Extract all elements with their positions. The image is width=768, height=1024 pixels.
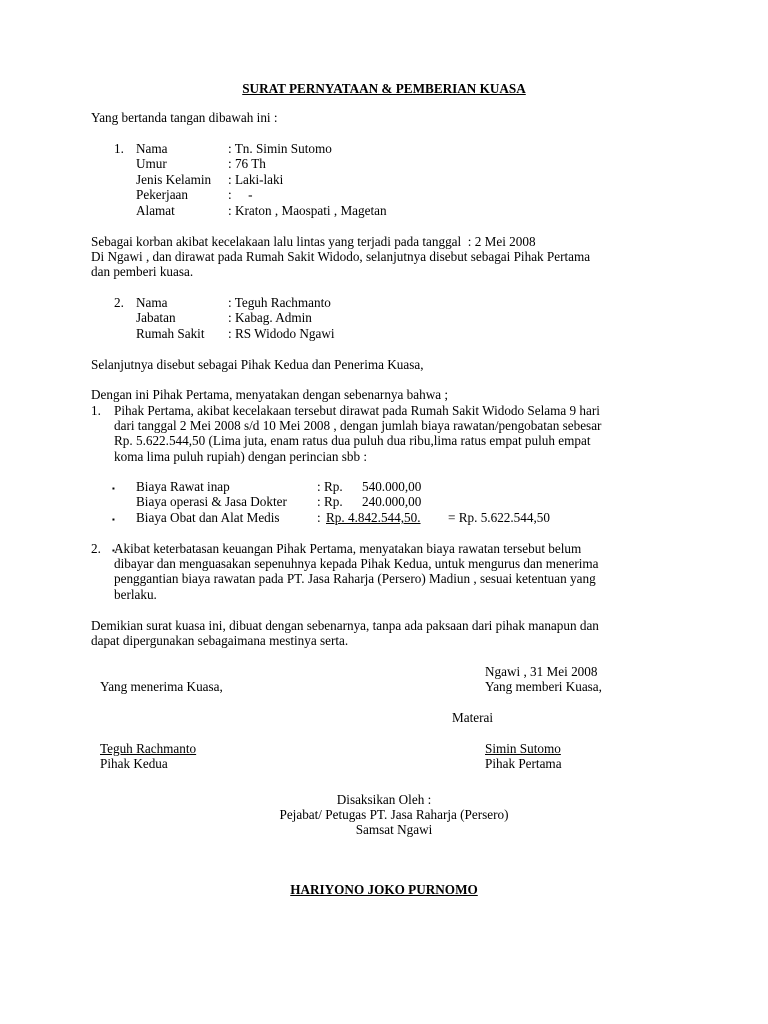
- cost-sep-surgery: : Rp.: [317, 494, 343, 509]
- accident-line-2: Di Ngawi , dan dirawat pada Rumah Sakit Widodo, selanjutnya disebut sebagai Pihak Pertama: [91, 249, 591, 264]
- cost-sep-inpatient: : Rp.: [317, 479, 343, 494]
- bullet-icon: ▪: [112, 514, 115, 524]
- receiver-role: Pihak Kedua: [100, 756, 168, 771]
- party2-number: 2.: [114, 295, 124, 310]
- cost-amount-surgery: 240.000,00: [362, 494, 422, 509]
- document-title: SURAT PERNYATAAN & PEMBERIAN KUASA: [242, 81, 526, 96]
- party2-value-position: : Kabag. Admin: [228, 310, 312, 325]
- party2-label-hospital: Rumah Sakit: [136, 326, 205, 341]
- accident-line-1: Sebagai korban akibat kecelakaan lalu lintas yang terjadi pada tanggal : 2 Mei 2008: [91, 234, 536, 249]
- point2-number: 2.: [91, 541, 101, 556]
- point1-number: 1.: [91, 403, 101, 418]
- party1-value-gender: : Laki-laki: [228, 172, 284, 187]
- party2-value-name: : Teguh Rachmanto: [228, 295, 331, 310]
- party1-label-address: Alamat: [136, 203, 175, 218]
- cost-amount-inpatient: 540.000,00: [362, 479, 422, 494]
- witness-label: Disaksikan Oleh :: [336, 792, 432, 807]
- bullet-icon: ▪: [112, 546, 115, 555]
- party1-value-address: : Kraton , Maospati , Magetan: [228, 203, 387, 218]
- party1-value-name: : Tn. Simin Sutomo: [228, 141, 332, 156]
- party1-value-job: : -: [228, 187, 253, 202]
- point1-line-2: dari tanggal 2 Mei 2008 s/d 10 Mei 2008 , dengan jumlah biaya rawatan/pengobatan sebesar: [114, 418, 602, 433]
- party1-label-job: Pekerjaan: [136, 187, 188, 202]
- witness-org: Pejabat/ Petugas PT. Jasa Raharja (Persero): [279, 807, 509, 822]
- party1-value-age: : 76 Th: [228, 156, 266, 171]
- accident-line-3: dan pemberi kuasa.: [91, 264, 194, 279]
- witness-unit: Samsat Ngawi: [355, 822, 433, 837]
- place-date: Ngawi , 31 Mei 2008: [485, 664, 598, 679]
- party1-number: 1.: [114, 141, 124, 156]
- point2-line-1: Akibat keterbatasan keuangan Pihak Pertama, menyatakan biaya rawatan tersebut belum: [114, 541, 582, 556]
- point1-line-4: koma lima puluh rupiah) dengan perincian sbb :: [114, 449, 368, 464]
- receiver-name: Teguh Rachmanto: [100, 741, 197, 756]
- party2-value-hospital: : RS Widodo Ngawi: [228, 326, 335, 341]
- cost-label-surgery: Biaya operasi & Jasa Dokter: [136, 494, 287, 509]
- point2-line-4: berlaku.: [114, 587, 157, 602]
- receiver-label: Yang menerima Kuasa,: [100, 679, 223, 694]
- stamp-label: Materai: [452, 710, 494, 725]
- intro-text: Yang bertanda tangan dibawah ini :: [91, 110, 278, 125]
- witness-name: HARIYONO JOKO PURNOMO: [290, 882, 478, 897]
- cost-label-inpatient: Biaya Rawat inap: [136, 479, 230, 494]
- giver-label: Yang memberi Kuasa,: [485, 679, 602, 694]
- closing-line-1: Demikian surat kuasa ini, dibuat dengan sebenarnya, tanpa ada paksaan dari pihak manapun dan: [91, 618, 599, 633]
- party2-label-position: Jabatan: [136, 310, 176, 325]
- cost-total: = Rp. 5.622.544,50: [448, 510, 550, 525]
- party2-label-name: Nama: [136, 295, 168, 310]
- cost-label-medicine: Biaya Obat dan Alat Medis: [136, 510, 280, 525]
- giver-name: Simin Sutomo: [485, 741, 561, 756]
- cost-sep-medicine: :: [317, 510, 321, 525]
- point1-line-3: Rp. 5.622.544,50 (Lima juta, enam ratus dua puluh dua ribu,lima ratus empat puluh empat: [114, 433, 591, 448]
- bullet-icon: ▪: [112, 484, 115, 493]
- statement-intro: Dengan ini Pihak Pertama, menyatakan dengan sebenarnya bahwa ;: [91, 387, 449, 402]
- party1-label-name: Nama: [136, 141, 168, 156]
- cost-amount-medicine: Rp. 4.842.544,50.: [326, 510, 421, 525]
- party1-label-gender: Jenis Kelamin: [136, 172, 212, 187]
- party1-label-age: Umur: [136, 156, 167, 171]
- point2-line-2: dibayar dan menguasakan sepenuhnya kepada Pihak Kedua, untuk mengurus dan menerima: [114, 556, 599, 571]
- point1-line-1: Pihak Pertama, akibat kecelakaan tersebut dirawat pada Rumah Sakit Widodo Selama 9 hari: [114, 403, 600, 418]
- second-party-note: Selanjutnya disebut sebagai Pihak Kedua dan Penerima Kuasa,: [91, 357, 424, 372]
- point2-line-3: penggantian biaya rawatan pada PT. Jasa Raharja (Persero) Madiun , sesuai ketentuan yang: [114, 571, 596, 586]
- closing-line-2: dapat dipergunakan sebagaimana mestinya serta.: [91, 633, 349, 648]
- giver-role: Pihak Pertama: [485, 756, 562, 771]
